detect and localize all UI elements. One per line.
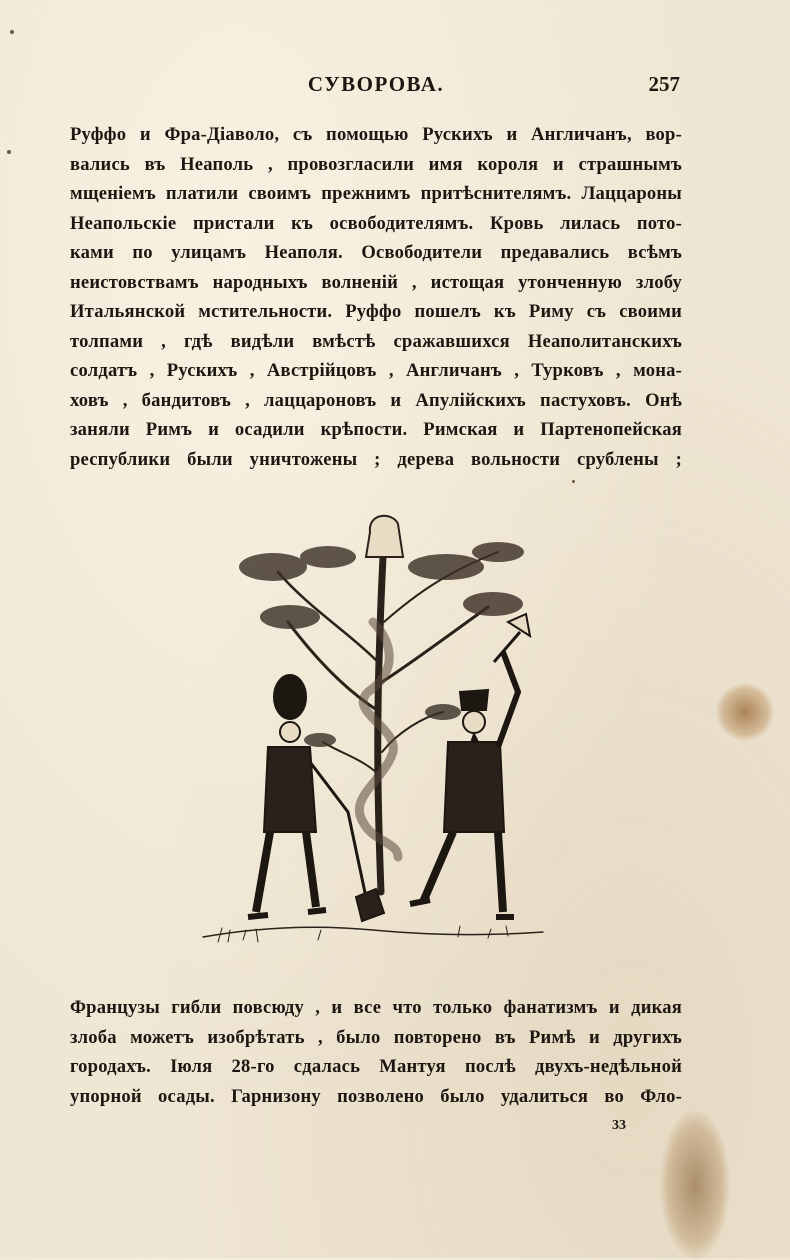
text-line: вались въ Неаполь , провозгласили имя короля и страшнымъ	[70, 153, 682, 175]
text-line: ками по улицамъ Неаполя. Освободители предавались всѣмъ	[70, 242, 682, 263]
paragraph-2	[70, 993, 682, 1111]
engraving-illustration	[198, 512, 546, 952]
page-number: 257	[648, 72, 680, 96]
text-line: неистовствамъ народныхъ волненій , истощая утонченную злобу	[70, 271, 682, 293]
text-line: солдатъ , Рускихъ , Австрійцовъ , Англичанъ , Турковъ , мона-	[70, 360, 682, 381]
text-line: Итальянской мстительности. Руффо пошелъ къ Риму съ своими	[70, 301, 682, 322]
paper-stain	[660, 1110, 730, 1260]
text-line: республики были уничтожены ; дерева вольности срублены ;	[70, 448, 682, 470]
text-line: городахъ. Іюля 28-го сдалась Мантуя послѣ двухъ-недѣльной	[70, 1056, 682, 1077]
text-line: Французы гибли повсюду , и все что только фанатизмъ и дикая	[70, 997, 682, 1018]
text-line: ховъ , бандитовъ , лаццароновъ и Апулійскихъ пастуховъ. Онѣ	[70, 389, 682, 411]
text-line: толпами , гдѣ видѣли вмѣстѣ сражавшихся Неаполитанскихъ	[70, 330, 682, 352]
running-head	[70, 72, 682, 106]
paper-stain	[716, 683, 774, 741]
running-title: СУВОРОВА.	[307, 72, 445, 96]
signature-mark: 33	[612, 1118, 626, 1133]
paper-speck	[10, 30, 14, 34]
text-line: Неапольскіе пристали къ освободителямъ. Кровь лилась пото-	[70, 212, 682, 234]
text-line: злоба можетъ изобрѣтать , было повторено въ Римѣ и другихъ	[70, 1026, 682, 1048]
text-line: Руффо и Фра-Діаволо, съ помощью Рускихъ и Англичанъ, вор-	[70, 124, 682, 145]
paragraph-1	[70, 120, 682, 474]
text-line: упорной осады. Гарнизону позволено было удалиться во Фло-	[70, 1085, 682, 1107]
paper-speck	[572, 480, 575, 483]
text-line: мщеніемъ платили своимъ прежнимъ притѣснителямъ. Лаццароны	[70, 183, 682, 204]
text-line: заняли Римъ и осадили крѣпости. Римская и Партенопейская	[70, 419, 682, 440]
paper-speck	[7, 150, 11, 154]
